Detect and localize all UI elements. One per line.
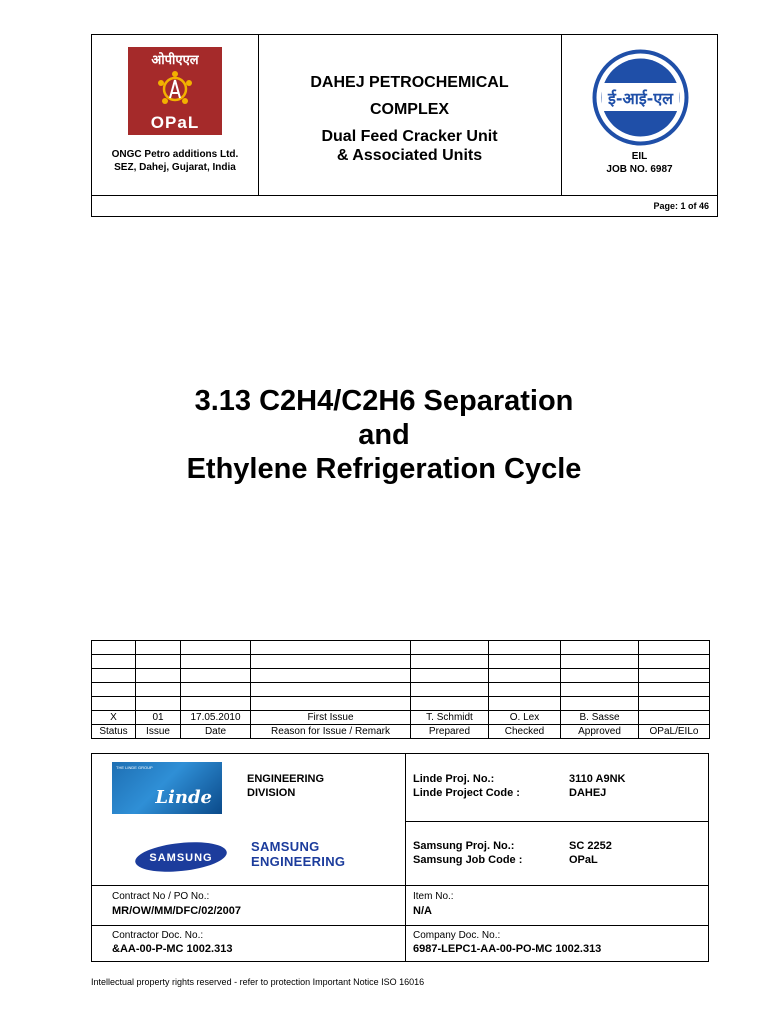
revision-cell: OPaL/EILo [639,725,710,739]
eil-logo [592,49,689,146]
revision-cell [92,655,136,669]
samsung-job-value: OPaL [569,854,598,866]
company-doc-value: 6987-LEPC1-AA-00-PO-MC 1002.313 [413,943,602,955]
samsung-job-label: Samsung Job Code : [413,854,523,866]
revision-cell [489,683,561,697]
revision-cell [92,669,136,683]
project-title-line3: Dual Feed Cracker Unit [321,128,498,145]
revision-cell [411,669,489,683]
linde-code-value: DAHEJ [569,787,607,799]
revision-cell: Prepared [411,725,489,739]
project-title-line4: & Associated Units [336,147,483,164]
opal-logo-word: OPaL [150,113,200,132]
samsung-eng-line1: SAMSUNG [251,839,320,854]
company-info [92,148,258,174]
revision-cell [561,683,639,697]
revision-cell [411,697,489,711]
revision-cell [561,669,639,683]
contractor-doc-value: &AA-00-P-MC 1002.313 [112,943,233,955]
engineering-line2: DIVISION [247,787,296,799]
contract-label: Contract No / PO No.: [112,891,210,902]
company-name: ONGC Petro additions Ltd. [111,149,239,160]
revision-cell: Reason for Issue / Remark [251,725,411,739]
linde-proj-label: Linde Proj. No.: [413,773,495,785]
header-block [91,34,718,217]
revision-cell [136,655,181,669]
revision-entry-row [92,711,710,725]
revision-header-row [92,725,710,739]
revision-table [91,640,710,739]
project-title-line1: DAHEJ PETROCHEMICAL [310,74,509,91]
revision-cell: Date [181,725,251,739]
eil-info [561,150,718,176]
linde-tagline: THE LINDE GROUP [116,765,153,770]
revision-cell [251,697,411,711]
revision-cell [639,641,710,655]
document-title-line3: Ethylene Refrigeration Cycle [186,453,582,485]
samsung-labels [413,839,522,867]
project-title [258,73,561,165]
samsung-proj-label: Samsung Proj. No.: [413,840,515,852]
revision-cell [561,697,639,711]
revision-empty-row [92,641,710,655]
revision-cell [181,697,251,711]
revision-cell: Approved [561,725,639,739]
linde-code-label: Linde Project Code : [413,787,520,799]
revision-cell: T. Schmidt [411,711,489,725]
project-title-line2: COMPLEX [369,101,450,118]
revision-cell [489,641,561,655]
revision-cell [561,641,639,655]
revision-cell: Checked [489,725,561,739]
document-title-line1: 3.13 C2H4/C2H6 Separation [194,385,574,417]
revision-cell [639,683,710,697]
revision-empty-row [92,669,710,683]
footer-notice: Intellectual property rights reserved - refer to protection Important Notice ISO 16016 [91,977,425,987]
linde-values [569,772,625,800]
opal-logo-devanagari: ओपीएएल [151,52,199,67]
revision-cell [251,669,411,683]
revision-cell [489,669,561,683]
title-block-divider [405,754,406,961]
contractor-doc-label: Contractor Doc. No.: [112,930,204,941]
revision-cell [251,683,411,697]
revision-cell [136,697,181,711]
revision-cell [92,697,136,711]
eil-label: EIL [631,151,648,162]
revision-cell: Status [92,725,136,739]
svg-text:ई-आई-एल: ई-आई-एल [607,89,674,108]
item-value: N/A [413,905,432,917]
revision-cell [561,655,639,669]
revision-cell [411,641,489,655]
revision-cell [639,655,710,669]
linde-proj-value: 3110 A9NK [569,773,626,785]
opal-logo [128,47,222,135]
revision-cell [251,641,411,655]
revision-cell: 01 [136,711,181,725]
engineering-division [247,772,324,800]
revision-cell [181,683,251,697]
samsung-proj-value: SC 2252 [569,840,612,852]
revision-cell [639,669,710,683]
revision-cell [92,641,136,655]
svg-text:SAMSUNG: SAMSUNG [149,852,213,864]
document-title-line2: and [358,419,410,451]
revision-cell [639,711,710,725]
revision-cell: O. Lex [489,711,561,725]
revision-cell [251,655,411,669]
item-label: Item No.: [413,891,454,902]
company-address: SEZ, Dahej, Gujarat, India [114,162,236,173]
revision-cell [411,655,489,669]
revision-cell [181,669,251,683]
revision-cell: 17.05.2010 [181,711,251,725]
revision-cell [92,683,136,697]
revision-cell [639,697,710,711]
title-block-divider [92,885,708,886]
engineering-line1: ENGINEERING [247,773,325,785]
revision-cell: First Issue [251,711,411,725]
revision-cell [489,655,561,669]
page-number: Page: 1 of 46 [653,201,709,211]
revision-cell [411,683,489,697]
revision-cell [136,669,181,683]
revision-cell [181,641,251,655]
opal-emblem-icon [155,69,195,109]
revision-cell [136,683,181,697]
samsung-logo [134,841,228,873]
linde-labels [413,772,520,800]
contract-value: MR/OW/MM/DFC/02/2007 [112,905,241,917]
revision-empty-row [92,683,710,697]
revision-empty-row [92,697,710,711]
title-block [91,753,709,962]
revision-cell [489,697,561,711]
title-block-divider [92,925,708,926]
document-title [0,384,768,486]
job-number: JOB NO. 6987 [606,164,673,175]
revision-cell: Issue [136,725,181,739]
samsung-engineering-logo [251,839,345,869]
revision-empty-row [92,655,710,669]
linde-wordmark: Linde [155,787,212,808]
samsung-eng-line2: ENGINEERING [251,854,346,869]
title-block-divider [405,821,708,822]
header-divider [92,195,717,196]
revision-cell [136,641,181,655]
company-doc-label: Company Doc. No.: [413,930,501,941]
revision-cell [181,655,251,669]
linde-logo [112,762,222,814]
samsung-values [569,839,612,867]
revision-cell: B. Sasse [561,711,639,725]
revision-cell: X [92,711,136,725]
